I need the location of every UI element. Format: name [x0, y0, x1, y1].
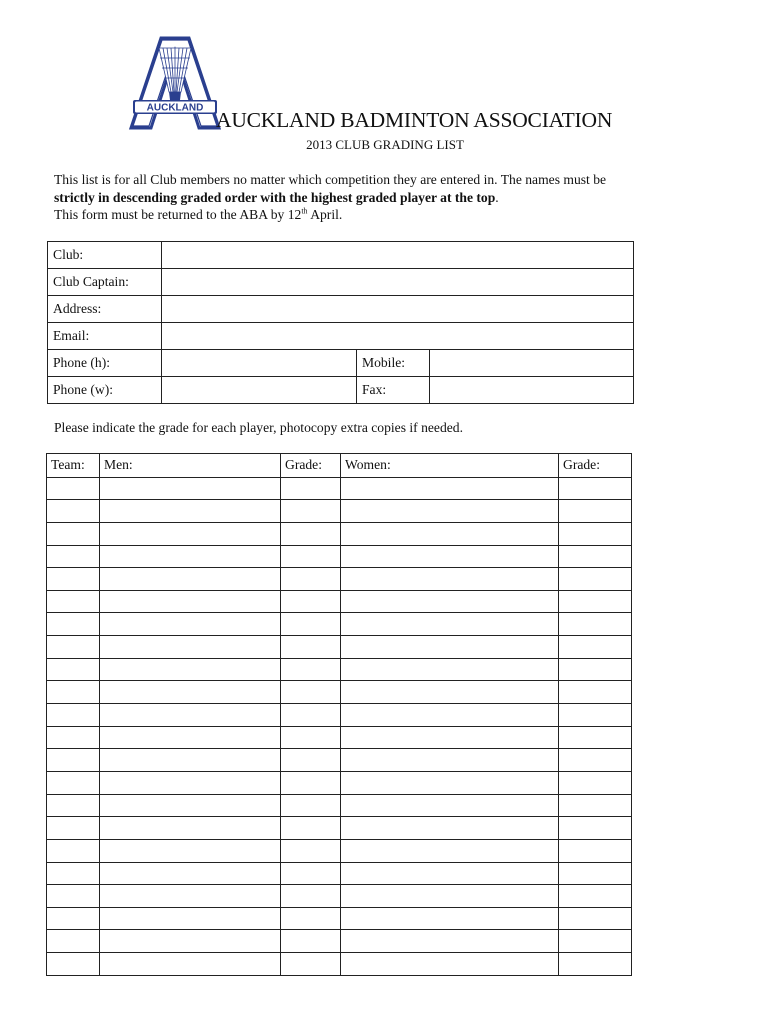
team-cell[interactable] [47, 953, 100, 976]
men-name-cell[interactable] [100, 477, 281, 500]
table-row [47, 907, 632, 930]
logo-text: AUCKLAND [146, 102, 204, 114]
instructions: This list is for all Club members no matter which competition they are entered in. The names must be strictly in descending graded order with the highest graded player at the top. This form must be returned to the ABA by 12th April. [54, 172, 607, 222]
table-row [47, 885, 632, 908]
team-cell[interactable] [47, 658, 100, 681]
phone-work-field[interactable] [162, 377, 357, 404]
women-name-cell[interactable] [341, 681, 559, 704]
team-cell[interactable] [47, 839, 100, 862]
team-cell[interactable] [47, 545, 100, 568]
address-field[interactable] [162, 296, 634, 323]
men-name-cell[interactable] [100, 817, 281, 840]
men-grade-cell[interactable] [281, 885, 341, 908]
men-grade-cell[interactable] [281, 613, 341, 636]
team-cell[interactable] [47, 749, 100, 772]
table-row [47, 794, 632, 817]
men-grade-cell[interactable] [281, 522, 341, 545]
women-name-cell[interactable] [341, 771, 559, 794]
men-name-cell[interactable] [100, 500, 281, 523]
table-row [47, 477, 632, 500]
men-grade-cell[interactable] [281, 817, 341, 840]
women-grade-cell[interactable] [559, 613, 632, 636]
women-name-cell[interactable] [341, 636, 559, 659]
women-grade-cell[interactable] [559, 681, 632, 704]
women-name-cell[interactable] [341, 862, 559, 885]
women-name-cell[interactable] [341, 568, 559, 591]
grade-table [46, 453, 632, 976]
men-name-cell[interactable] [100, 930, 281, 953]
women-name-cell[interactable] [341, 907, 559, 930]
table-row [47, 704, 632, 727]
fax-field[interactable] [430, 377, 634, 404]
men-header: Men: [100, 454, 281, 478]
page-subtitle: 2013 CLUB GRADING LIST [306, 137, 464, 152]
men-grade-cell[interactable] [281, 636, 341, 659]
women-name-cell[interactable] [341, 839, 559, 862]
team-cell[interactable] [47, 522, 100, 545]
men-name-cell[interactable] [100, 704, 281, 727]
men-grade-cell[interactable] [281, 681, 341, 704]
women-grade-cell[interactable] [559, 885, 632, 908]
women-grade-cell[interactable] [559, 817, 632, 840]
women-grade-cell[interactable] [559, 930, 632, 953]
men-name-cell[interactable] [100, 545, 281, 568]
men-grade-cell[interactable] [281, 953, 341, 976]
team-header: Team: [47, 454, 100, 478]
men-name-cell[interactable] [100, 953, 281, 976]
table-row [47, 636, 632, 659]
table-row [47, 613, 632, 636]
club-captain-field[interactable] [162, 269, 634, 296]
table-row [47, 771, 632, 794]
table-row [47, 590, 632, 613]
phone-home-label: Phone (h): [48, 350, 162, 377]
men-grade-cell[interactable] [281, 704, 341, 727]
team-cell[interactable] [47, 590, 100, 613]
women-grade-cell[interactable] [559, 704, 632, 727]
table-row [47, 930, 632, 953]
women-name-cell[interactable] [341, 613, 559, 636]
women-grade-cell[interactable] [559, 953, 632, 976]
club-field[interactable] [162, 242, 634, 269]
team-cell[interactable] [47, 817, 100, 840]
women-name-cell[interactable] [341, 522, 559, 545]
women-grade-cell[interactable] [559, 749, 632, 772]
grade-note: Please indicate the grade for each player, photocopy extra copies if needed. [54, 420, 463, 435]
women-grade-cell[interactable] [559, 636, 632, 659]
women-grade-cell[interactable] [559, 500, 632, 523]
men-grade-cell[interactable] [281, 749, 341, 772]
men-grade-cell[interactable] [281, 658, 341, 681]
club-label: Club: [48, 242, 162, 269]
instructions-line: This list is for all Club members no matter which competition they are entered in. The names must be [54, 172, 607, 187]
women-name-cell[interactable] [341, 726, 559, 749]
team-cell[interactable] [47, 613, 100, 636]
men-grade-cell[interactable] [281, 907, 341, 930]
team-cell[interactable] [47, 477, 100, 500]
women-grade-cell[interactable] [559, 522, 632, 545]
men-name-cell[interactable] [100, 658, 281, 681]
table-row [47, 658, 632, 681]
women-grade-cell[interactable] [559, 771, 632, 794]
men-grade-cell[interactable] [281, 839, 341, 862]
team-cell[interactable] [47, 568, 100, 591]
table-row [47, 681, 632, 704]
women-grade-cell[interactable] [559, 545, 632, 568]
women-name-cell[interactable] [341, 658, 559, 681]
page-title: AUCKLAND BADMINTON ASSOCIATION [216, 108, 613, 132]
men-grade-cell[interactable] [281, 862, 341, 885]
women-grade-header: Grade: [559, 454, 632, 478]
men-name-cell[interactable] [100, 771, 281, 794]
women-name-cell[interactable] [341, 817, 559, 840]
women-name-cell[interactable] [341, 953, 559, 976]
women-grade-cell[interactable] [559, 658, 632, 681]
table-row [47, 953, 632, 976]
men-grade-cell[interactable] [281, 590, 341, 613]
phone-home-field[interactable] [162, 350, 357, 377]
team-cell[interactable] [47, 771, 100, 794]
mobile-label: Mobile: [357, 350, 430, 377]
men-name-cell[interactable] [100, 839, 281, 862]
auckland-badminton-logo [125, 34, 225, 134]
table-row [47, 568, 632, 591]
table-row [47, 817, 632, 840]
men-name-cell[interactable] [100, 522, 281, 545]
table-row [47, 726, 632, 749]
women-name-cell[interactable] [341, 794, 559, 817]
men-name-cell[interactable] [100, 794, 281, 817]
phone-work-label: Phone (w): [48, 377, 162, 404]
men-name-cell[interactable] [100, 568, 281, 591]
grade-table-header [47, 454, 632, 478]
men-grade-cell[interactable] [281, 771, 341, 794]
women-grade-cell[interactable] [559, 726, 632, 749]
men-name-cell[interactable] [100, 681, 281, 704]
team-cell[interactable] [47, 794, 100, 817]
women-grade-cell[interactable] [559, 477, 632, 500]
women-grade-cell[interactable] [559, 862, 632, 885]
women-name-cell[interactable] [341, 545, 559, 568]
men-name-cell[interactable] [100, 749, 281, 772]
women-grade-cell[interactable] [559, 839, 632, 862]
club-captain-label: Club Captain: [48, 269, 162, 296]
women-name-cell[interactable] [341, 477, 559, 500]
men-name-cell[interactable] [100, 862, 281, 885]
table-row [47, 500, 632, 523]
email-field[interactable] [162, 323, 634, 350]
team-cell[interactable] [47, 885, 100, 908]
team-cell[interactable] [47, 636, 100, 659]
team-cell[interactable] [47, 726, 100, 749]
men-name-cell[interactable] [100, 590, 281, 613]
team-cell[interactable] [47, 862, 100, 885]
men-grade-cell[interactable] [281, 794, 341, 817]
table-row [47, 545, 632, 568]
team-cell[interactable] [47, 681, 100, 704]
team-cell[interactable] [47, 500, 100, 523]
men-name-cell[interactable] [100, 613, 281, 636]
men-name-cell[interactable] [100, 726, 281, 749]
men-grade-cell[interactable] [281, 477, 341, 500]
men-grade-cell[interactable] [281, 500, 341, 523]
men-grade-cell[interactable] [281, 930, 341, 953]
fax-label: Fax: [357, 377, 430, 404]
instructions-emphasis: strictly in descending graded order with the highest graded player at the top [54, 189, 496, 205]
address-label: Address: [48, 296, 162, 323]
table-row [47, 862, 632, 885]
men-name-cell[interactable] [100, 885, 281, 908]
women-grade-cell[interactable] [559, 907, 632, 930]
women-name-cell[interactable] [341, 930, 559, 953]
women-name-cell[interactable] [341, 500, 559, 523]
men-grade-cell[interactable] [281, 568, 341, 591]
women-grade-cell[interactable] [559, 590, 632, 613]
women-grade-cell[interactable] [559, 794, 632, 817]
men-grade-cell[interactable] [281, 726, 341, 749]
men-name-cell[interactable] [100, 907, 281, 930]
men-grade-header: Grade: [281, 454, 341, 478]
mobile-field[interactable] [430, 350, 634, 377]
table-row [47, 522, 632, 545]
email-label: Email: [48, 323, 162, 350]
women-name-cell[interactable] [341, 885, 559, 908]
women-name-cell[interactable] [341, 749, 559, 772]
team-cell[interactable] [47, 704, 100, 727]
women-name-cell[interactable] [341, 590, 559, 613]
team-cell[interactable] [47, 930, 100, 953]
women-grade-cell[interactable] [559, 568, 632, 591]
team-cell[interactable] [47, 907, 100, 930]
women-name-cell[interactable] [341, 704, 559, 727]
club-details-table [47, 241, 634, 404]
women-header: Women: [341, 454, 559, 478]
men-name-cell[interactable] [100, 636, 281, 659]
table-row [47, 839, 632, 862]
men-grade-cell[interactable] [281, 545, 341, 568]
table-row [47, 749, 632, 772]
